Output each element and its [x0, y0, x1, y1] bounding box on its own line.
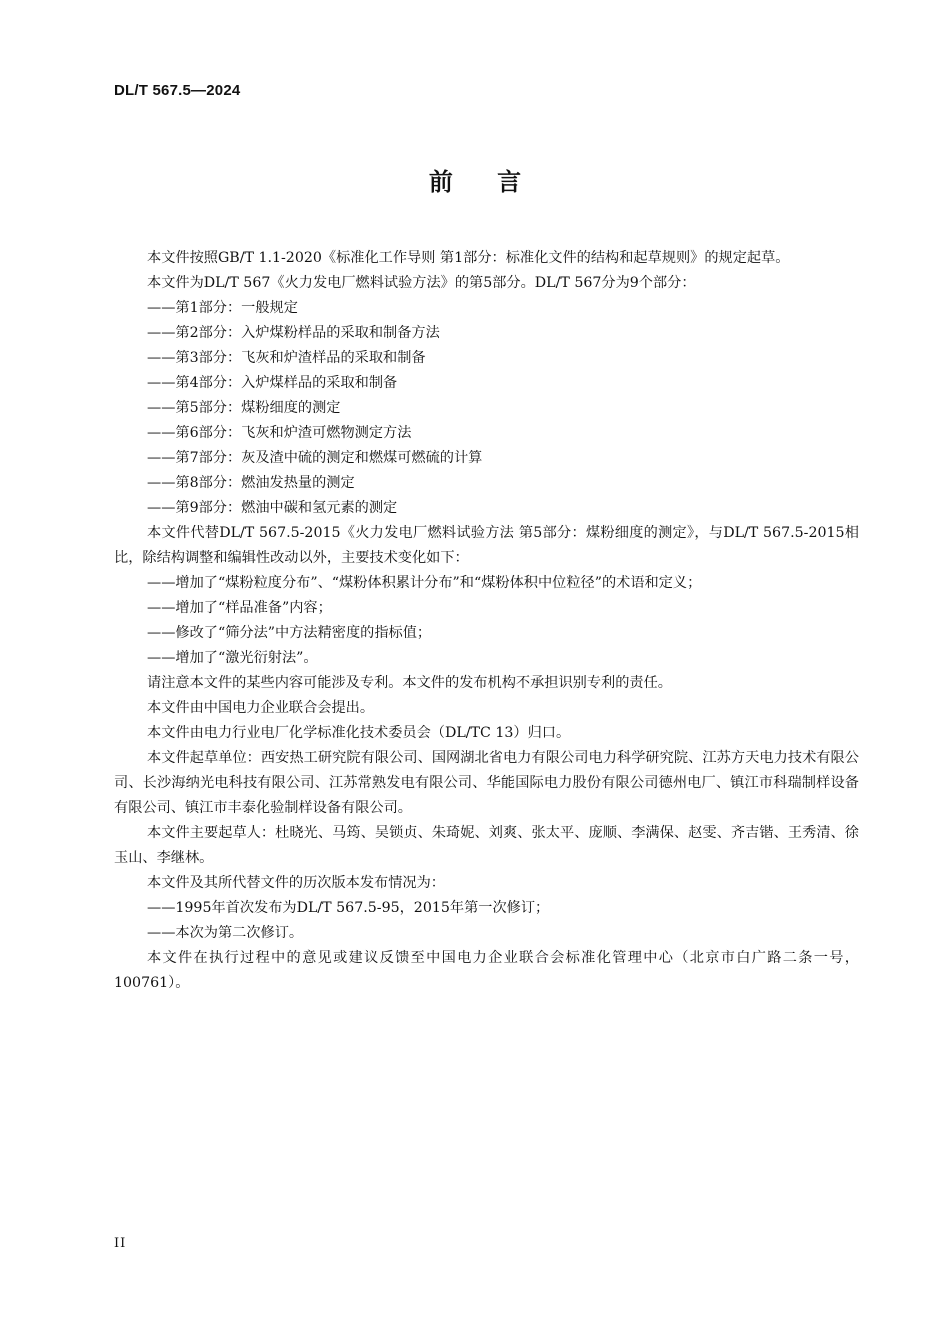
list-item: ——增加了“煤粉粒度分布”、“煤粉体积累计分布”和“煤粉体积中位粒径”的术语和定义；: [147, 575, 702, 591]
paragraph: 请注意本文件的某些内容可能涉及专利。本文件的发布机构不承担识别专利的责任。: [147, 675, 672, 691]
list-item: ——第1部分：一般规定: [147, 300, 298, 316]
paragraph: 本文件由中国电力企业联合会提出。: [147, 700, 375, 716]
document-code: DL/T 567.5—2024: [114, 82, 241, 99]
paragraph: 本文件在执行过程中的意见或建议反馈至中国电力企业联合会标准化管理中心（北京市白广路二条一号，100761）。: [114, 950, 859, 991]
paragraph: 本文件主要起草人：杜晓光、马筠、吴锁贞、朱琦妮、刘爽、张太平、庞顺、李满保、赵雯、齐吉锴、王秀清、徐玉山、李继林。: [114, 825, 859, 866]
foreword-body: [114, 246, 859, 996]
paragraph: 本文件代替DL/T 567.5-2015《火力发电厂燃料试验方法 第5部分：煤粉细度的测定》，与DL/T 567.5-2015相比，除结构调整和编辑性改动以外，主要技术变化如下：: [114, 525, 859, 566]
list-item: ——第5部分：煤粉细度的测定: [147, 400, 341, 416]
list-item: ——修改了“筛分法”中方法精密度的指标值；: [147, 625, 432, 641]
list-item: ——1995年首次发布为DL/T 567.5-95，2015年第一次修订；: [147, 900, 550, 916]
list-item: ——第7部分：灰及渣中硫的测定和燃煤可燃硫的计算: [147, 450, 483, 466]
list-item: ——第4部分：入炉煤样品的采取和制备: [147, 375, 398, 391]
paragraph: 本文件由电力行业电厂化学标准化技术委员会（DL/TC 13）归口。: [147, 725, 571, 741]
list-item: ——第2部分：入炉煤粉样品的采取和制备方法: [147, 325, 440, 341]
list-item: ——第6部分：飞灰和炉渣可燃物测定方法: [147, 425, 412, 441]
page-title: 前 言: [428, 168, 540, 196]
list-item: ——第9部分：燃油中碳和氢元素的测定: [147, 500, 398, 516]
page-number: II: [114, 1236, 127, 1251]
paragraph: 本文件起草单位：西安热工研究院有限公司、国网湖北省电力有限公司电力科学研究院、江苏方天电力技术有限公司、长沙海纳光电科技有限公司、江苏常熟发电有限公司、华能国际电力股份有限公司德州电厂、镇江市科瑞制样设备有限公司、镇江市丰泰化验制样设备有限公司。: [114, 750, 859, 816]
list-item: ——增加了“激光衍射法”。: [147, 650, 318, 666]
list-item: ——第8部分：燃油发热量的测定: [147, 475, 355, 491]
list-item: ——增加了“样品准备”内容；: [147, 600, 332, 616]
list-item: ——本次为第二次修订。: [147, 925, 304, 941]
list-item: ——第3部分：飞灰和炉渣样品的采取和制备: [147, 350, 426, 366]
paragraph: 本文件按照GB/T 1.1-2020《标准化工作导则 第1部分：标准化文件的结构和起草规则》的规定起草。: [147, 250, 790, 266]
paragraph: 本文件为DL/T 567《火力发电厂燃料试验方法》的第5部分。DL/T 567分为9个部分：: [147, 275, 696, 291]
paragraph: 本文件及其所代替文件的历次版本发布情况为：: [147, 875, 445, 891]
